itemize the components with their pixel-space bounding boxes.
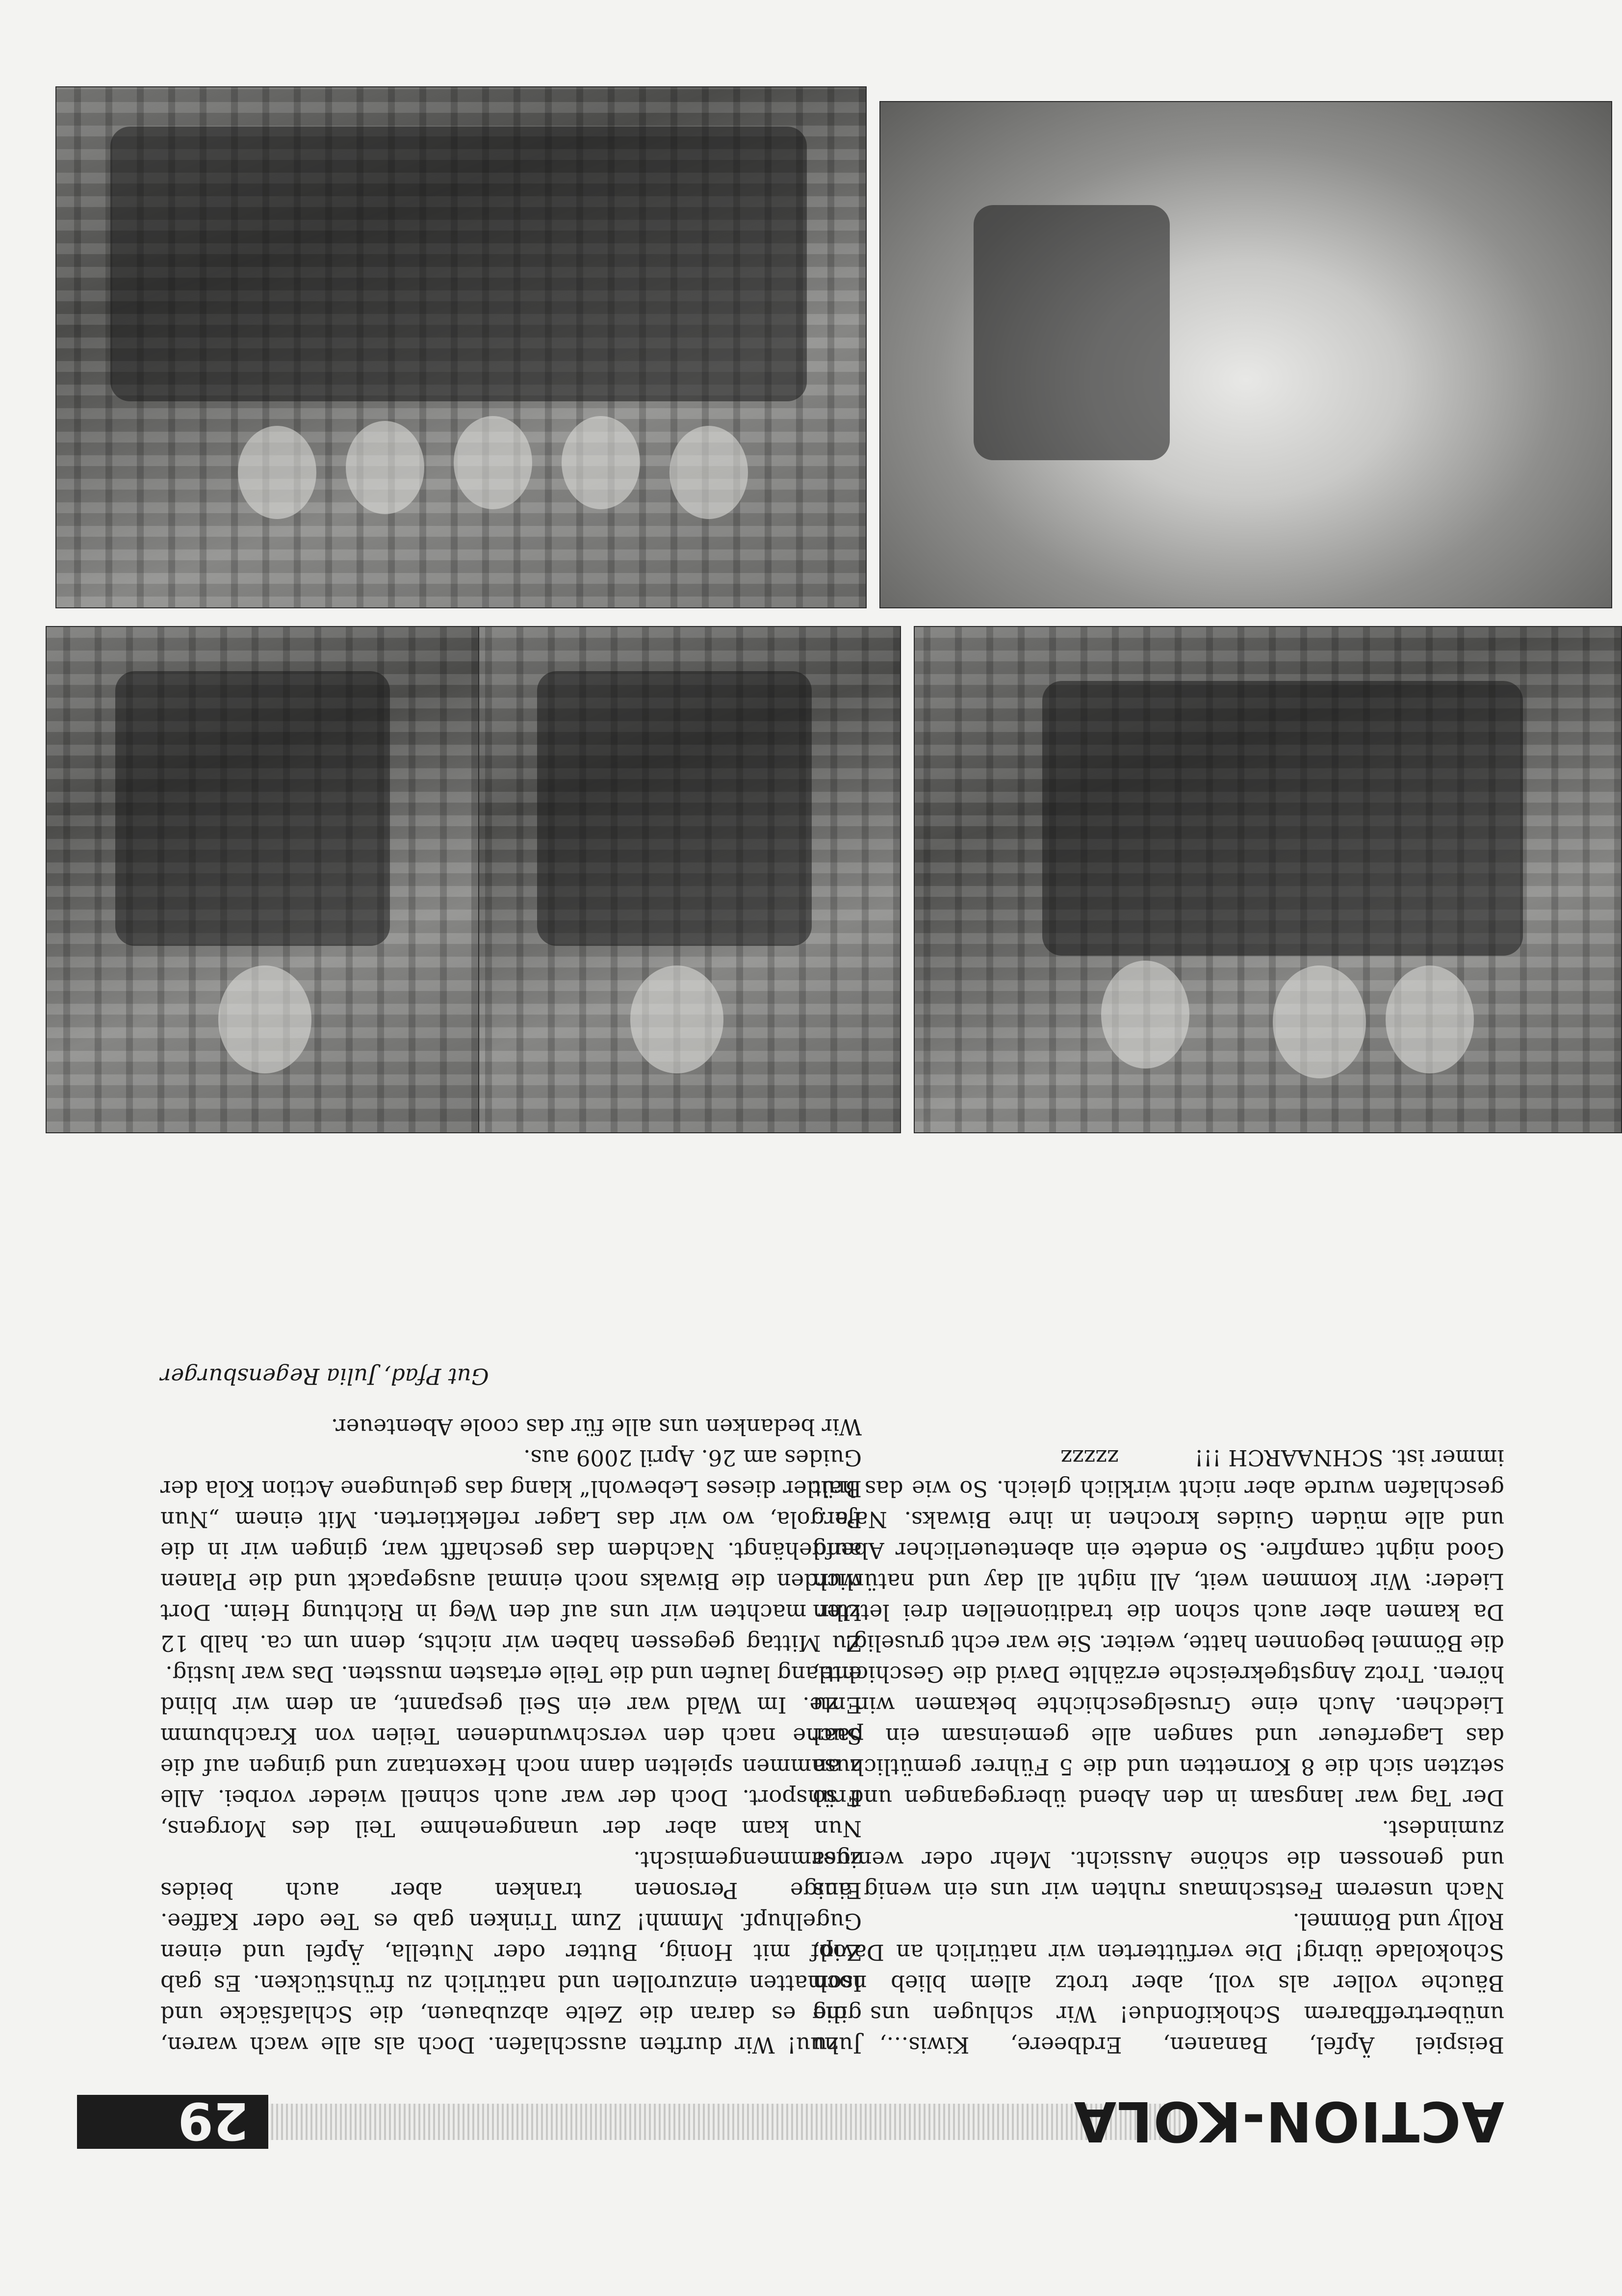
paragraph: Da kamen aber auch schon die traditionellen drei letzten Lieder: Wir kommen weit, All night all day und natürlich Good night campfire. So endete ein abenteuerlicher Abend und alle müden Guides krochen in ihre Biwaks. Naja… geschlafen wurde aber nicht wirklich gleich. So wie das halt immer ist. SCHNAARCH !!! — [813, 1445, 1504, 1625]
article-column-right — [160, 1361, 862, 2061]
photo-girls-hats — [914, 626, 1622, 1133]
signature: Gut Pfad, Julia Regensburger — [160, 1363, 489, 1389]
page-number: 29 — [178, 2091, 249, 2151]
page-number-box — [77, 2091, 268, 2151]
section-title: ACTION-KOLA — [1073, 2089, 1504, 2153]
paragraph: Der Tag war langsam in den Abend übergegangen und so setzten sich die 8 Kornetten und die 5 Führer gemütlich an das Lagerfeuer und sangen alle gemeinsam ein paar Liedchen. Auch eine Gruselgeschichte bekamen wir zu hören. Trotz Angstgekreische erzählte David die Geschichte, die Bömmel begonnen hatte, weiter. Sie war echt gruselig! — [813, 1630, 1504, 1811]
paragraph: Wir bedanken uns alle für das coole Abenteuer. — [331, 1414, 862, 1440]
photo-blindfold — [46, 626, 479, 1133]
paragraph: Nach unserem Festschmaus ruhten wir uns ein wenig aus und genossen die schöne Aussicht. Mehr oder weniger zumindest. — [813, 1816, 1504, 1904]
paragraph: Beispiel Äpfel, Bananen, Erdbeere, Kiwis…, zu unübertreffbarem Schokifondue! Wir schlugen uns die Bäuche voller als voll, aber trotz allem blieb noch Schokolade übrig! Die verfütterten wir natürlich an David, Rolly und Bömmel. — [813, 1908, 1504, 2058]
paragraph: Nun kam aber der unangenehme Teil des Morgens, Frühsport. Doch der war auch schnell wieder vorbei. Alle zusammen spielten dann noch Hexentanz und gingen auf die Suche nach den verschwundenen Teilen von Krachbumm Ente. Im Wald war ein Seil gespannt, an dem wir blind entlang laufen und die Teile ertasten mussten. Das war lustig. — [160, 1661, 862, 1842]
header-bar — [102, 2089, 1504, 2153]
photo-campfire — [879, 101, 1612, 608]
article-column-left — [813, 1442, 1504, 2061]
header-stripe — [268, 2104, 1181, 2140]
photo-rope-walk — [477, 626, 901, 1133]
snore-suffix: zzzzz — [1060, 1445, 1119, 1471]
photo-group — [55, 86, 867, 608]
paragraph: Juhuu! Wir durften ausschlafen. Doch als alle wach waren, ging es daran die Zelte abzubauen, die Schlafsäcke und Isomatten einzurollen und natürlich zu frühstücken. Es gab Zopf mit Honig, Butter oder Nutella, Äpfel und einen Gugelhupf. Mmmh! Zum Trinken gab es Tee oder Kaffee. Einige Personen tranken aber auch beides zusammengemischt. — [160, 1847, 862, 2058]
paragraph: Zu Mittag gegessen haben wir nichts, denn um ca. halb 12 Uhr machten wir uns auf den Weg in Richtung Heim. Dort wurden die Biwaks noch einmal ausgepackt und die Planen aufgehängt. Nachdem das geschafft war, gingen wir in die Pergola, wo wir das Lager reflektierten. Mit einem „Nun Brüder dieses Lebewohl“ klang das gelungene Action Kola der Guides am 26. April 2009 aus. — [160, 1445, 862, 1656]
